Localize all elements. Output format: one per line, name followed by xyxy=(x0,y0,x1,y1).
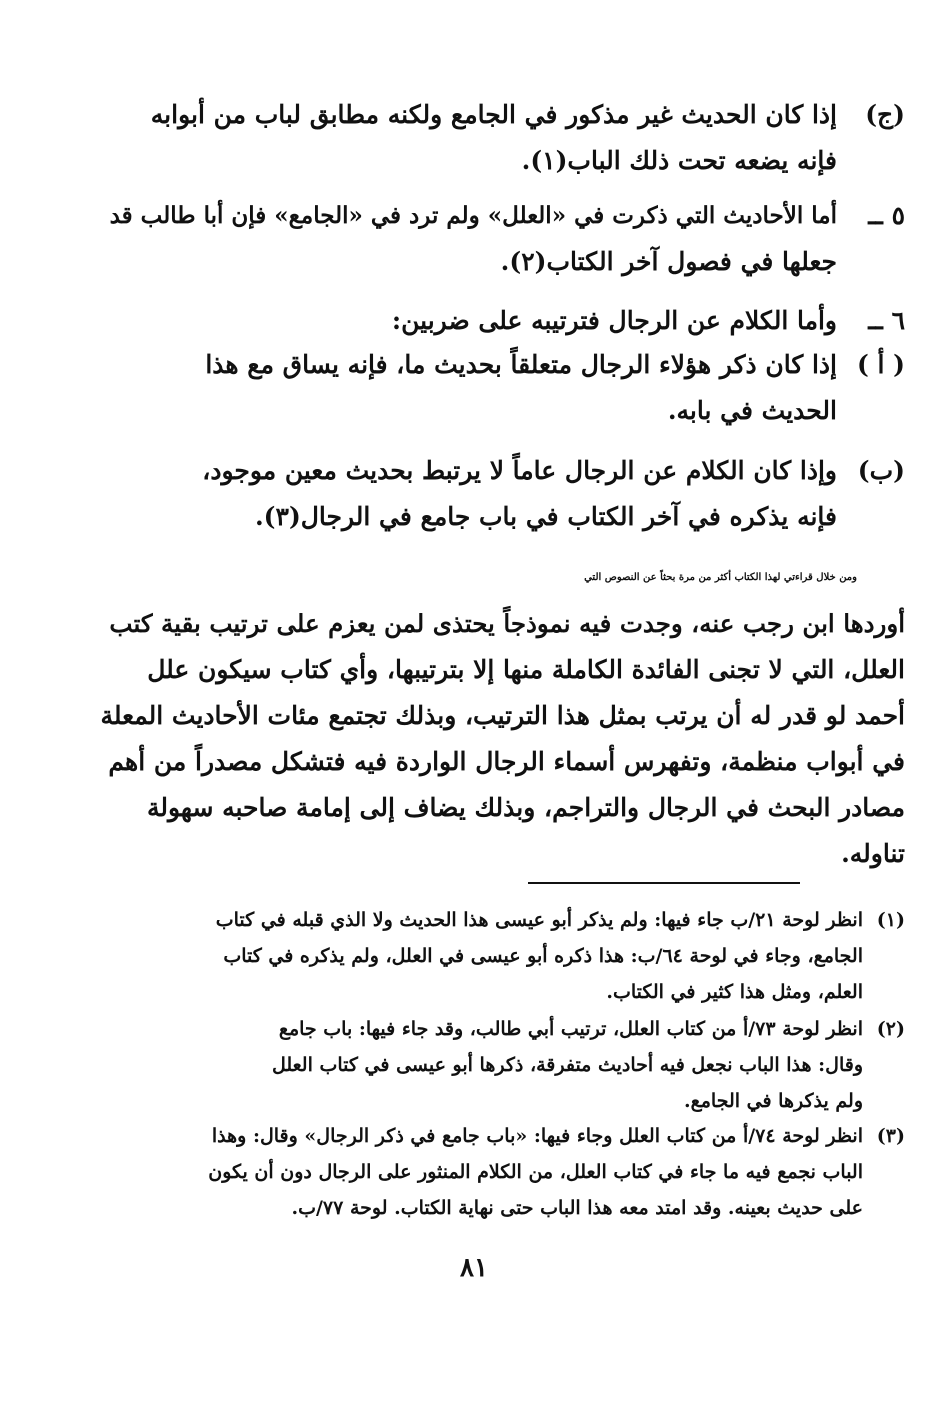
text-line: أما الأحاديث التي ذكرت في «العلل» ولم ترد في «الجامع» فإن أبا طالب قد xyxy=(109,202,837,229)
text-line: وإذا كان الكلام عن الرجال عاماً لا يرتبط بحديث معين موجود، xyxy=(202,456,837,485)
text-line: الحديث في بابه. xyxy=(667,396,837,425)
list-item-6 xyxy=(100,298,905,344)
list-item-c xyxy=(100,92,905,184)
footnote-line: وقال: هذا الباب نجعل فيه أحاديث متفرقة، ذكرها أبو عيسى في كتاب العلل xyxy=(271,1054,863,1076)
text-line: إذا كان ذكر هؤلاء الرجال متعلقاً بحديث ما، فإنه يساق مع هذا xyxy=(205,350,837,379)
footnote-line: الباب نجمع فيه ما جاء في كتاب العلل، من الكلام المنثور على الرجال دون أن يكون xyxy=(208,1161,863,1183)
text-line: في أبواب منظمة، وتفهرس أسماء الرجال الواردة فيه فتشكل مصدراً من أهم xyxy=(108,747,905,776)
footnote-marker: (٣) xyxy=(876,1125,905,1147)
list-item-marker: ٦ ــ xyxy=(868,306,905,335)
sub-item-marker: (ب) xyxy=(857,456,905,485)
text-line: جعلها في فصول آخر الكتاب(٢). xyxy=(500,247,837,276)
text-line: مصادر البحث في الرجال والتراجم، وبذلك يضاف إلى إمامة صاحبه سهولة xyxy=(147,793,905,822)
footnote-2 xyxy=(100,1011,905,1119)
footnote-line: انظر لوحة ٧٣/أ من كتاب العلل، ترتيب أبي طالب، وقد جاء فيها: باب جامع xyxy=(278,1018,863,1040)
footnote-line: انظر لوحة ٢١/ب جاء فيها: ولم يذكر أبو عيسى هذا الحديث ولا الذي قبله في كتاب xyxy=(215,909,863,931)
footnote-line: على حديث بعينه. وقد امتد معه هذا الباب حتى نهاية الكتاب. لوحة ٧٧/ب. xyxy=(291,1197,863,1219)
text-line: ومن خلال قراءتي لهذا الكتاب أكثر من مرة بحثاً عن النصوص التي xyxy=(584,572,857,583)
main-paragraph xyxy=(100,555,905,877)
footnote-line: العلم، ومثل هذا كثير في الكتاب. xyxy=(606,981,863,1003)
text-line: العلل، التي لا تجنى الفائدة الكاملة منها إلا بترتيبها، وأي كتاب سيكون علل xyxy=(147,655,905,684)
footnote-line: الجامع، وجاء في لوحة ٦٤/ب: هذا ذكره أبو عيسى في العلل، ولم يذكره في كتاب xyxy=(223,945,863,967)
text-line: فإنه يضعه تحت ذلك الباب(١). xyxy=(521,146,837,175)
text-line: فإنه يذكره في آخر الكتاب في باب جامع في الرجال(٣). xyxy=(254,502,837,531)
footnote-3 xyxy=(100,1118,905,1226)
text-line: أوردها ابن رجب عنه، وجدت فيه نموذجاً يحتذى لمن يعزم على ترتيب بقية كتب xyxy=(109,609,905,638)
text-line: أحمد لو قدر له أن يرتب بمثل هذا الترتيب، وبذلك تجتمع مئات الأحاديث المعلة xyxy=(100,701,905,730)
footnote-1 xyxy=(100,902,905,1010)
text-line: تناوله. xyxy=(841,839,905,868)
text-line: إذا كان الحديث غير مذكور في الجامع ولكنه مطابق لباب من أبوابه xyxy=(150,100,837,129)
footnote-marker: (١) xyxy=(876,909,905,931)
page-number: ٨١ xyxy=(460,1253,488,1283)
sub-item-a xyxy=(100,342,905,434)
text-line: وأما الكلام عن الرجال فترتيبه على ضربين: xyxy=(391,306,837,335)
list-item-marker: ٥ ــ xyxy=(868,201,905,230)
sub-item-b xyxy=(100,448,905,540)
footnote-line: ولم يذكرها في الجامع. xyxy=(684,1090,863,1112)
sub-item-marker: ( أ ) xyxy=(856,350,905,379)
footnote-divider xyxy=(528,882,800,884)
list-item-marker: (ج) xyxy=(865,100,905,129)
footnote-line: انظر لوحة ٧٤/أ من كتاب العلل وجاء فيها: «باب جامع في ذكر الرجال» وقال: وهذا xyxy=(211,1125,863,1147)
list-item-5 xyxy=(100,193,905,285)
footnote-marker: (٢) xyxy=(876,1018,905,1040)
